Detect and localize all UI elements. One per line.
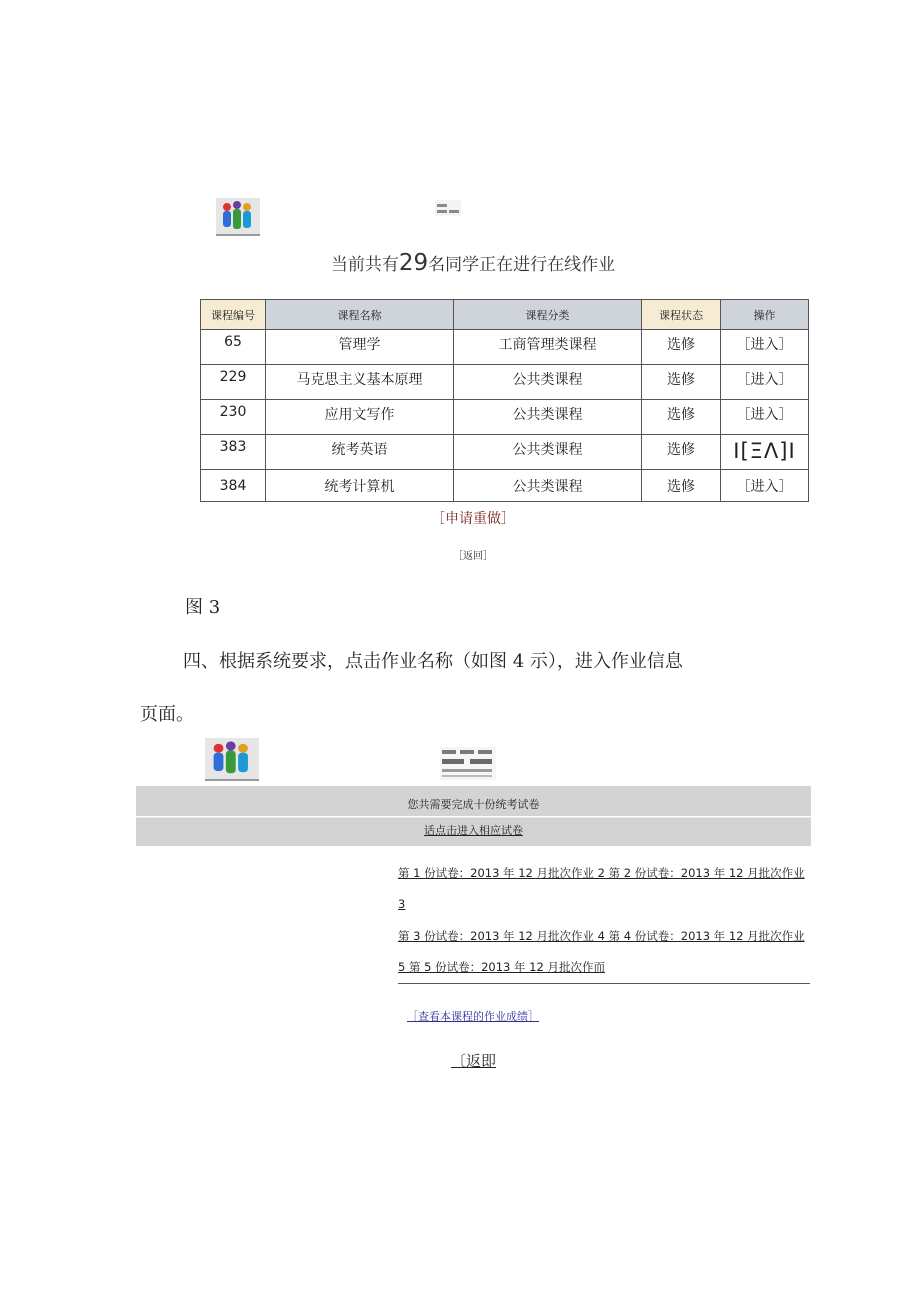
course-id: 384 (201, 470, 266, 502)
course-name: 马克思主义基本原理 (266, 365, 454, 400)
users-icon (205, 738, 259, 781)
course-table (200, 299, 809, 502)
back-link[interactable]: 〔返即 (451, 1052, 497, 1070)
enter-course-link[interactable]: ［进入］ (721, 400, 809, 435)
course-id: 229 (201, 365, 266, 400)
course-category: 公共类课程 (454, 435, 642, 470)
online-count-headline (0, 250, 920, 276)
online-count: 29 (398, 250, 429, 276)
enter-course-link[interactable]: ［进入］ (721, 470, 809, 502)
course-name: 统考英语 (266, 435, 454, 470)
select-paper-banner (136, 817, 811, 846)
view-grades-link[interactable]: ［查看本课程的作业成绩］ (407, 1010, 539, 1023)
enter-course-link[interactable]: ［进入］ (721, 365, 809, 400)
banner-thumbnail-icon (435, 200, 461, 220)
course-category: 公共类课程 (454, 400, 642, 435)
column-header-category: 课程分类 (454, 300, 642, 330)
column-header-action: 操作 (721, 300, 809, 330)
course-status: 选修 (642, 400, 721, 435)
paper-link[interactable]: 第 3 份试卷：2013 年 12 月批次作业 4 第 4 份试卷：2013 年 12 月批次作业 (398, 929, 805, 943)
request-redo-link[interactable]: ［申请重做］ (431, 511, 515, 527)
course-status: 选修 (642, 365, 721, 400)
required-papers-banner (136, 786, 811, 816)
banner-instruction: 话点击进入相应试卷 (424, 824, 523, 837)
enter-course-link[interactable]: I[ΞΛ]I (721, 435, 809, 470)
table-row (201, 470, 809, 502)
course-status: 选修 (642, 330, 721, 365)
course-id: 65 (201, 330, 266, 365)
table-row (201, 400, 809, 435)
course-id: 230 (201, 400, 266, 435)
enter-course-link[interactable]: ［进入］ (721, 330, 809, 365)
course-name: 统考计算机 (266, 470, 454, 502)
instruction-paragraph-line1: 四、根据系统要求，点击作业名称（如图 4 示），进入作业信息 (183, 651, 683, 672)
divider (398, 983, 810, 984)
course-name: 管理学 (266, 330, 454, 365)
back-link[interactable]: ［返回］ (453, 551, 493, 562)
column-header-id: 课程编号 (201, 300, 266, 330)
paper-list (398, 865, 810, 985)
column-header-status: 课程状态 (642, 300, 721, 330)
table-row (201, 435, 809, 470)
users-icon (216, 198, 260, 236)
course-name: 应用文写作 (266, 400, 454, 435)
course-id: 383 (201, 435, 266, 470)
course-category: 公共类课程 (454, 470, 642, 502)
figure-caption: 图 3 (185, 597, 221, 618)
course-category: 工商管理类课程 (454, 330, 642, 365)
paper-link[interactable]: 5 第 5 份试卷：2013 年 12 月批次作而 (398, 960, 605, 974)
banner-text: 您共需要完成十份统考试卷 (407, 798, 540, 811)
table-row (201, 365, 809, 400)
table-header-row (201, 300, 809, 330)
course-category: 公共类课程 (454, 365, 642, 400)
paper-link[interactable]: 3 (398, 897, 406, 911)
table-row (201, 330, 809, 365)
paper-link[interactable]: 第 1 份试卷：2013 年 12 月批次作业 2 第 2 份试卷：2013 年 12 月批次作业 (398, 866, 805, 880)
headline-suffix: 名同学正在进行在线作业 (428, 255, 616, 275)
course-status: 选修 (642, 435, 721, 470)
instruction-paragraph-line2: 页面。 (140, 704, 194, 725)
course-status: 选修 (642, 470, 721, 502)
banner-thumbnail-icon (440, 747, 496, 784)
headline-prefix: 当前共有 (330, 255, 399, 275)
column-header-name: 课程名称 (266, 300, 454, 330)
